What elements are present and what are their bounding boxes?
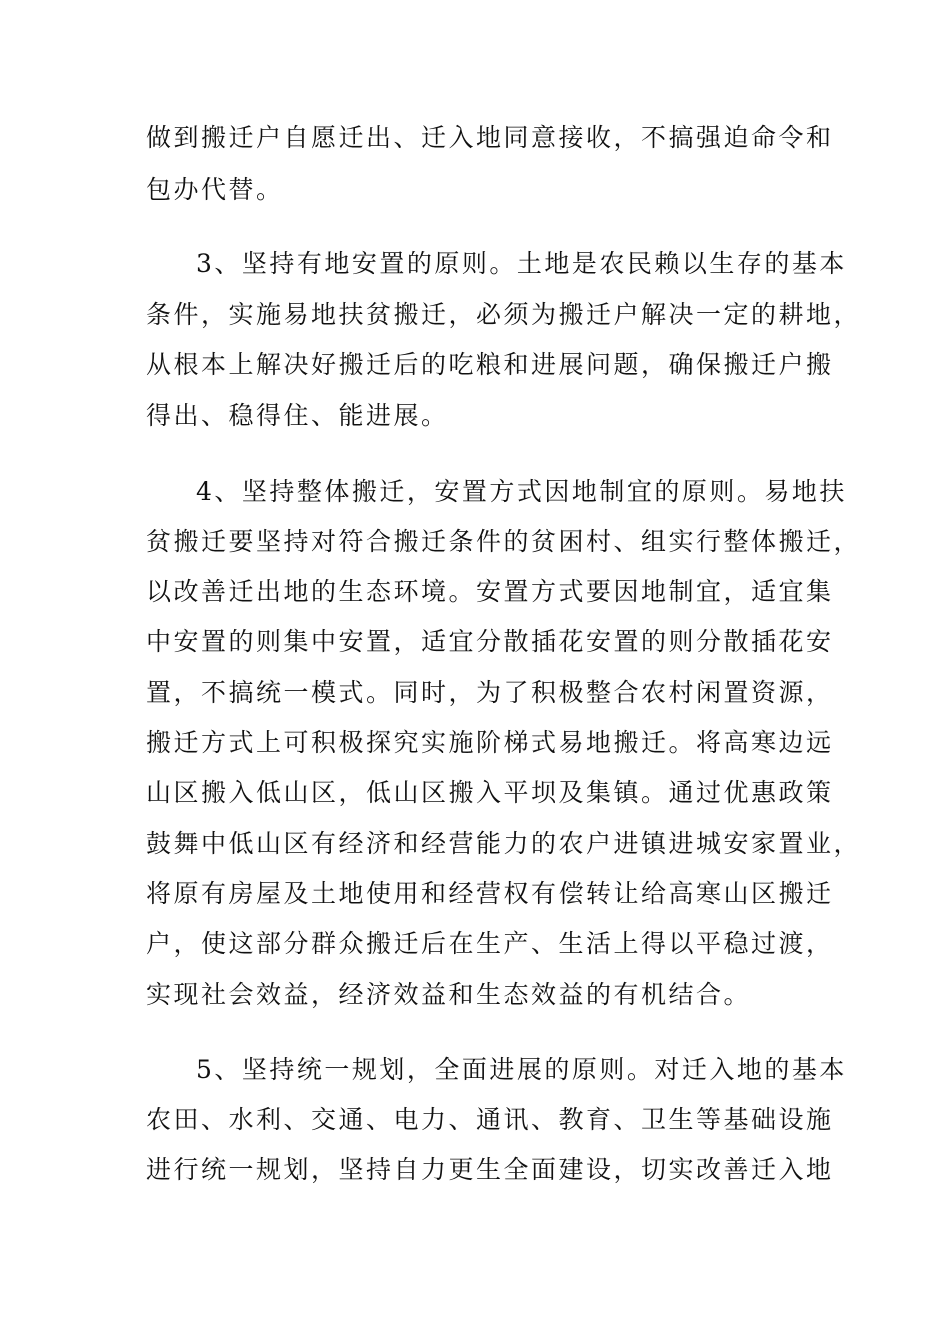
paragraph-4-line-3: 进行统一规划，坚持自力更生全面建设，切实改善迁入地 [146,1155,834,1184]
paragraph-3-line-3: 以改善迁出地的生态环境。安置方式要因地制宜，适宜集 [146,577,834,606]
paragraph-3-line-9: 将原有房屋及土地使用和经营权有偿转让给高寒山区搬迁 [146,879,834,908]
paragraph-3-line-1: 4、坚持整体搬迁，安置方式因地制宜的原则。易地扶 [196,477,847,506]
paragraph-3-line-10: 户，使这部分群众搬迁后在生产、生活上得以平稳过渡， [146,929,834,958]
paragraph-2-line-4: 得出、稳得住、能进展。 [146,401,449,430]
paragraph-1-line-1: 做到搬迁户自愿迁出、迁入地同意接收，不搞强迫命令和 [146,123,834,152]
paragraph-2-line-2: 条件，实施易地扶贫搬迁，必须为搬迁户解决一定的耕地， [146,300,862,329]
paragraph-3-line-11: 实现社会效益，经济效益和生态效益的有机结合。 [146,980,752,1009]
paragraph-3-line-2: 贫搬迁要坚持对符合搬迁条件的贫困村、组实行整体搬迁， [146,527,862,556]
paragraph-4-line-1: 5、坚持统一规划，全面进展的原则。对迁入地的基本 [196,1055,847,1084]
paragraph-3-line-4: 中安置的则集中安置，适宜分散插花安置的则分散插花安 [146,627,834,656]
paragraph-2-line-1: 3、坚持有地安置的原则。土地是农民赖以生存的基本 [196,249,847,278]
paragraph-3-line-7: 山区搬入低山区，低山区搬入平坝及集镇。通过优惠政策 [146,778,834,807]
paragraph-1-line-2: 包办代替。 [146,175,284,204]
paragraph-3-line-8: 鼓舞中低山区有经济和经营能力的农户进镇进城安家置业， [146,829,862,858]
paragraph-4-line-2: 农田、水利、交通、电力、通讯、教育、卫生等基础设施 [146,1105,834,1134]
paragraph-3-line-5: 置，不搞统一模式。同时，为了积极整合农村闲置资源， [146,678,834,707]
paragraph-3-line-6: 搬迁方式上可积极探究实施阶梯式易地搬迁。将高寒边远 [146,728,834,757]
paragraph-2-line-3: 从根本上解决好搬迁后的吃粮和进展问题，确保搬迁户搬 [146,350,834,379]
